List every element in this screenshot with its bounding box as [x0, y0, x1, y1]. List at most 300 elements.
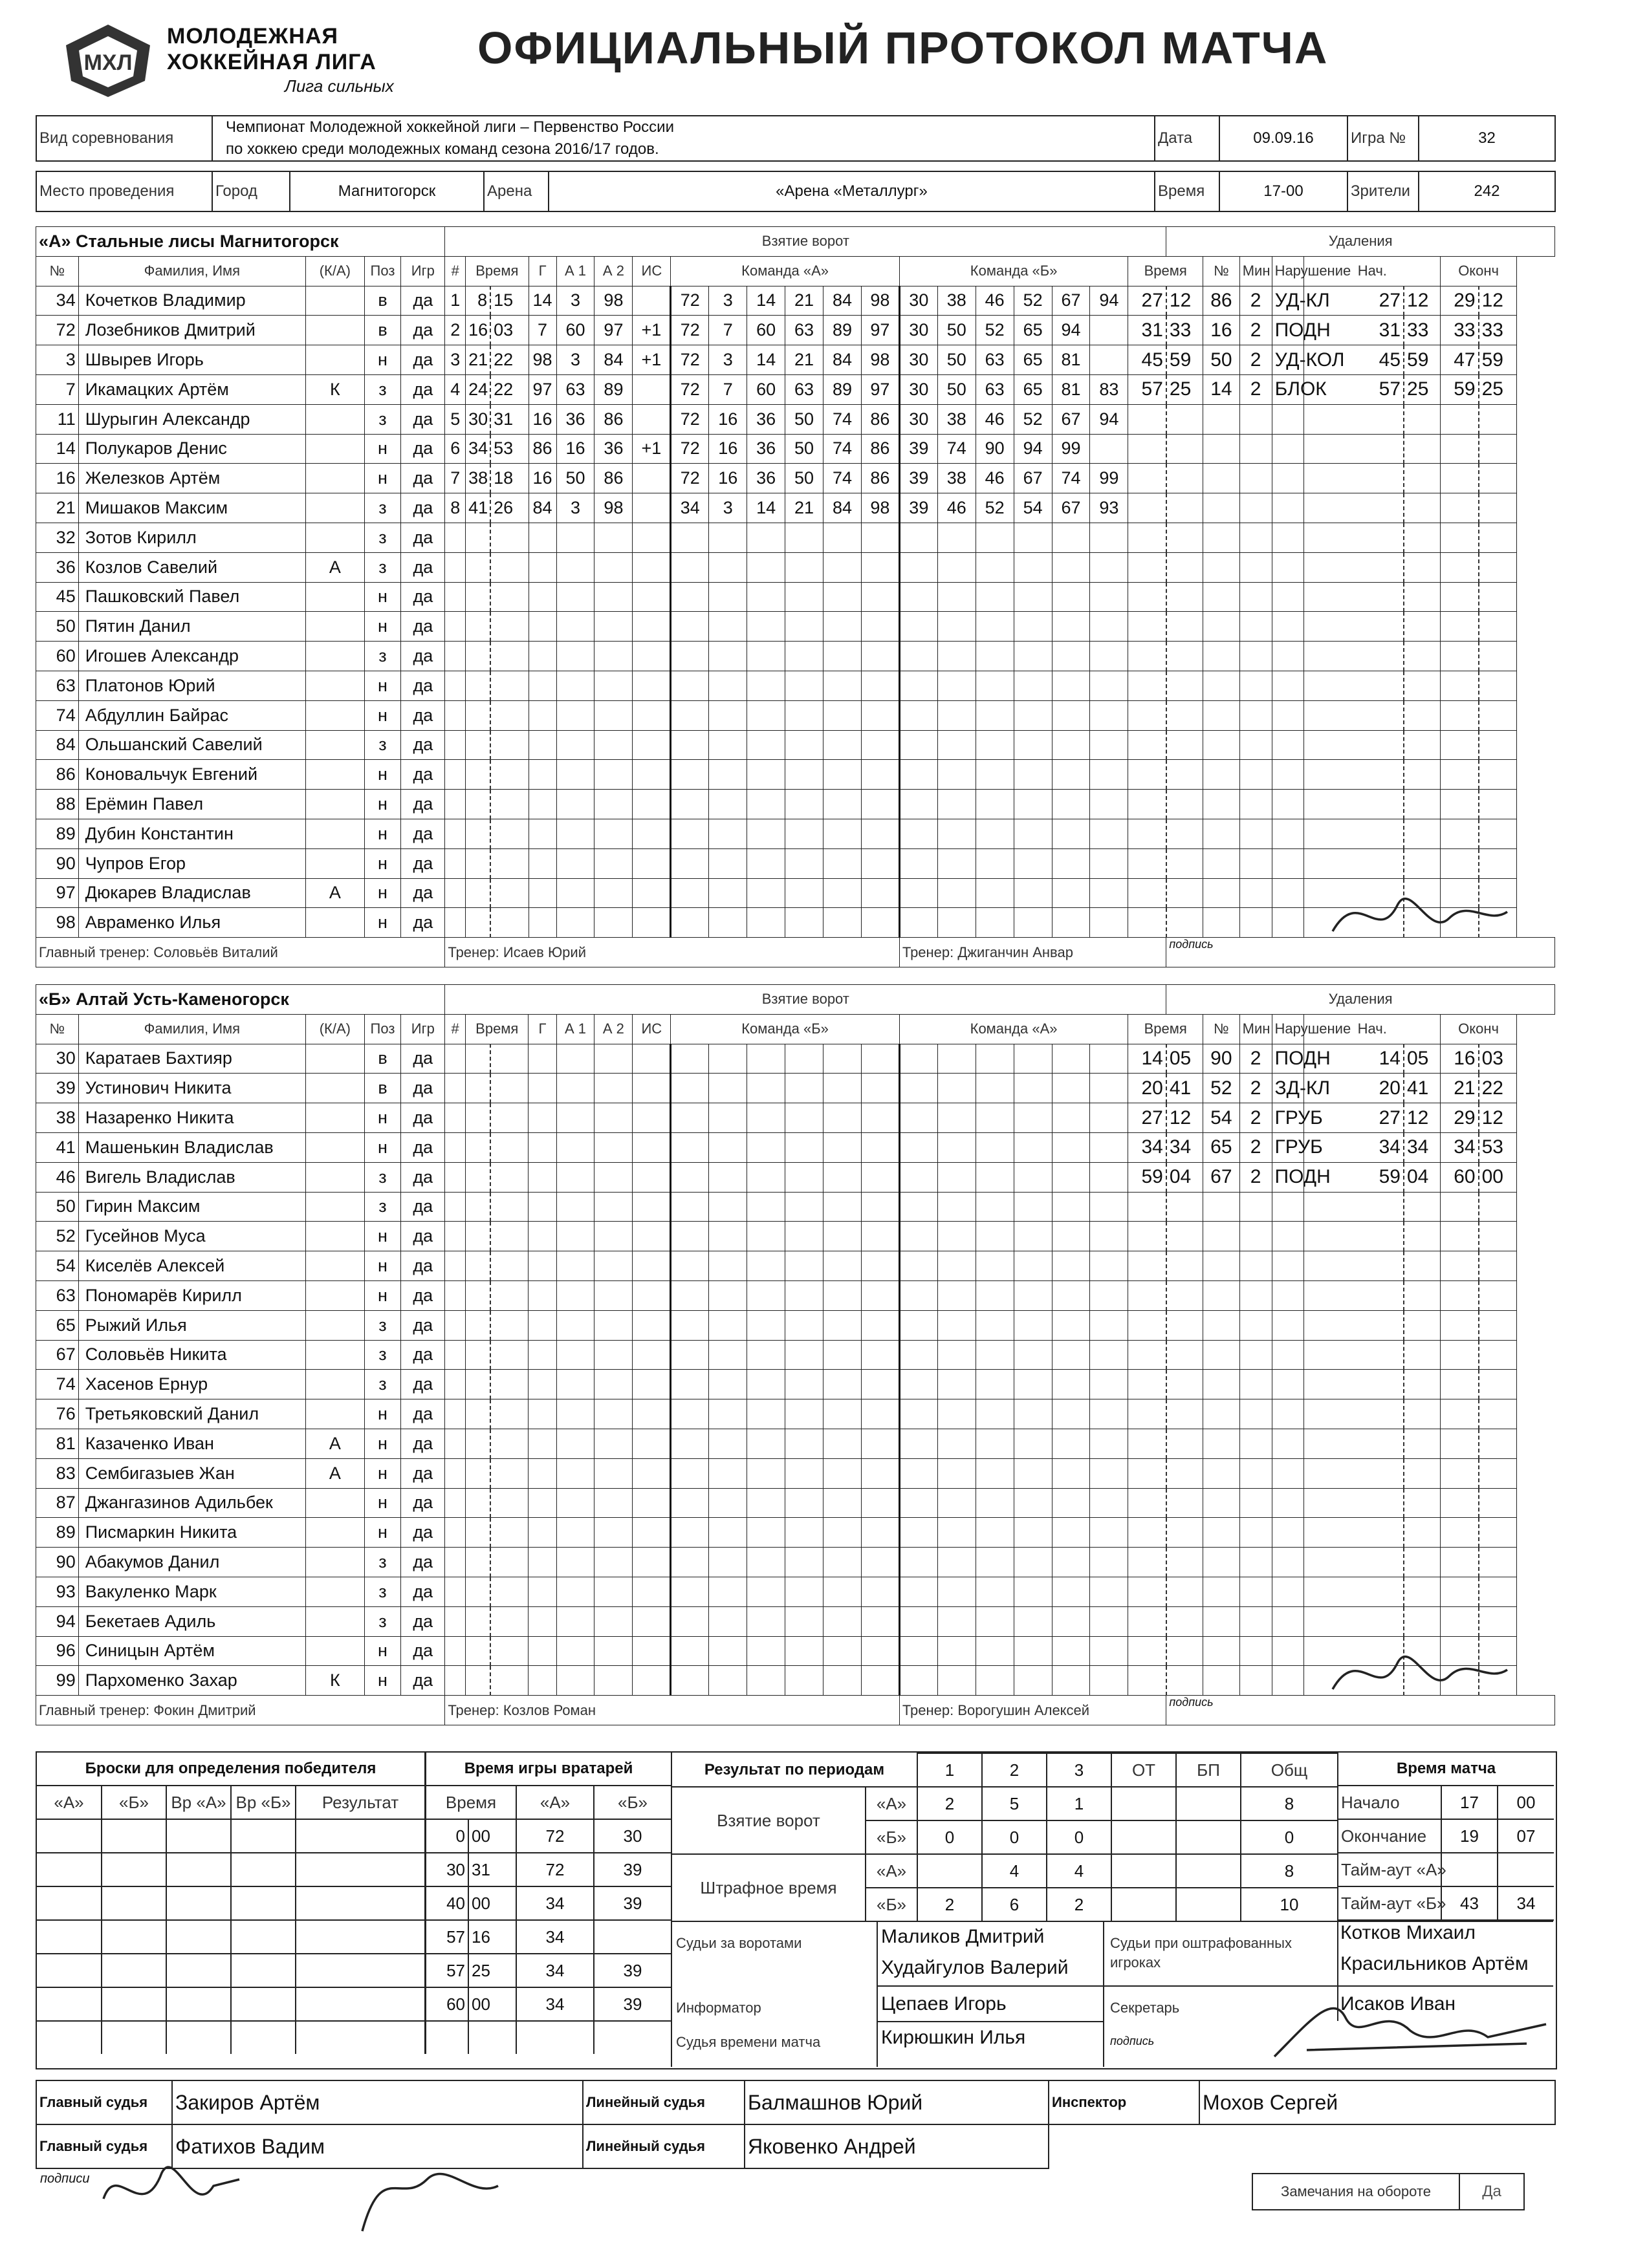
- onice-player: [1014, 1132, 1052, 1162]
- hdr-time: Время: [466, 256, 529, 286]
- goal-sec: [490, 760, 529, 790]
- pen-end-sec: [1479, 523, 1517, 552]
- goal-sec: 22: [490, 374, 529, 404]
- onice-player: [785, 1548, 823, 1577]
- onice-player: [747, 1192, 785, 1222]
- goal-scorer: [529, 1280, 556, 1310]
- onice-player: 63: [785, 374, 823, 404]
- hdr-own-team: Команда «А»: [671, 256, 900, 286]
- pen-minutes: 2: [1239, 1044, 1272, 1074]
- onice-player: [823, 790, 862, 819]
- goal-assist2: [594, 1222, 633, 1251]
- player-played: да: [401, 1548, 445, 1577]
- onice-player: [709, 1458, 747, 1488]
- pen-violation: [1272, 1488, 1304, 1518]
- player-position: з: [364, 1548, 401, 1577]
- goal-scorer: 84: [529, 493, 556, 523]
- onice-player: [937, 700, 976, 730]
- pen-minutes: [1239, 730, 1272, 760]
- goal-strength: [633, 374, 671, 404]
- onice-player: 67: [1014, 464, 1052, 493]
- pen-start-sec: [1404, 760, 1441, 790]
- pim-label: Штрафное время: [671, 1854, 866, 1921]
- onice-player: 86: [861, 404, 899, 434]
- onice-player: [1014, 1666, 1052, 1696]
- onice-player: 50: [785, 464, 823, 493]
- onice-player: [937, 1340, 976, 1370]
- goal-assist1: [556, 1548, 594, 1577]
- onice-player: [671, 552, 709, 582]
- gk-sec: 16: [468, 1920, 516, 1954]
- pen-violation: [1272, 612, 1304, 642]
- goal-strength: [633, 1132, 671, 1162]
- player-role: [306, 1488, 365, 1518]
- goal-sec: [490, 642, 529, 671]
- goal-strength: [633, 1636, 671, 1666]
- pen-min: [1128, 1192, 1166, 1222]
- onice-player: [899, 790, 937, 819]
- onice-player: 63: [785, 316, 823, 345]
- onice-player: [709, 878, 747, 908]
- player-role: [306, 1340, 365, 1370]
- goal-scorer: 97: [529, 374, 556, 404]
- arena: «Арена «Металлург»: [549, 171, 1155, 211]
- player-row: [36, 1103, 1555, 1133]
- onice-player: [899, 848, 937, 878]
- onice-player: [899, 582, 937, 612]
- onice-player: [899, 1606, 937, 1636]
- goal-min: [466, 1577, 491, 1606]
- onice-player: [1090, 1399, 1128, 1429]
- pen-start-min: 34: [1304, 1132, 1404, 1162]
- player-name: Вакуленко Марк: [78, 1577, 305, 1606]
- goal-min: [466, 1488, 491, 1518]
- pen-violation: [1272, 819, 1304, 848]
- goal-sec: [490, 1162, 529, 1192]
- pen-min: [1128, 523, 1166, 552]
- goal-min: [466, 1666, 491, 1696]
- player-played: да: [401, 1044, 445, 1074]
- pen-player: [1203, 1458, 1240, 1488]
- onice-player: 38: [937, 286, 976, 316]
- onice-player: [823, 1577, 861, 1606]
- pen-player: [1203, 819, 1240, 848]
- player-name: Устинович Никита: [78, 1074, 305, 1103]
- onice-player: [1052, 1222, 1090, 1251]
- goal-assist2: [594, 552, 633, 582]
- player-role: А: [306, 1429, 365, 1458]
- goal-number: 8: [445, 493, 466, 523]
- pen-violation: [1272, 700, 1304, 730]
- onice-player: [861, 1577, 899, 1606]
- pen-end-min: [1441, 612, 1479, 642]
- pen-sec: [1166, 493, 1203, 523]
- player-role: [306, 464, 365, 493]
- onice-player: 74: [1052, 464, 1090, 493]
- player-number: 50: [36, 1192, 79, 1222]
- pim-total-a: 8: [1241, 1854, 1338, 1888]
- goal-scorer: [529, 1577, 556, 1606]
- player-role: [306, 700, 365, 730]
- goal-assist1: [556, 1370, 594, 1399]
- onice-player: [823, 878, 862, 908]
- onice-player: 94: [1090, 286, 1128, 316]
- onice-player: 14: [747, 493, 785, 523]
- pen-violation: [1272, 1280, 1304, 1310]
- onice-player: 34: [671, 493, 709, 523]
- onice-player: 21: [785, 493, 823, 523]
- goal-number: [445, 1429, 466, 1458]
- pen-minutes: [1239, 464, 1272, 493]
- onice-player: 46: [976, 464, 1014, 493]
- pen-sec: 34: [1166, 1132, 1203, 1162]
- timeout-b-sec: 34: [1498, 1886, 1554, 1920]
- onice-player: [937, 1429, 976, 1458]
- goal-number: [445, 642, 466, 671]
- pen-start-sec: 04: [1404, 1162, 1441, 1192]
- goal-scorer: [529, 730, 556, 760]
- pen-sec: [1166, 612, 1203, 642]
- pen-violation: [1272, 848, 1304, 878]
- pen-sec: [1166, 730, 1203, 760]
- goal-number: [445, 1192, 466, 1222]
- onice-player: [1090, 552, 1128, 582]
- hdr-g: Г: [529, 1014, 556, 1044]
- onice-player: [1052, 700, 1090, 730]
- onice-player: [785, 582, 823, 612]
- onice-player: [1052, 552, 1090, 582]
- goal-assist2: [594, 1162, 633, 1192]
- player-role: [306, 1280, 365, 1310]
- player-name: Ерёмин Павел: [78, 790, 305, 819]
- player-position: н: [364, 819, 401, 848]
- onice-player: [937, 523, 976, 552]
- pen-min: [1128, 790, 1166, 819]
- onice-player: 46: [976, 286, 1014, 316]
- player-number: 60: [36, 642, 79, 671]
- goal-sec: 26: [490, 493, 529, 523]
- player-name: Каратаев Бахтияр: [78, 1044, 305, 1074]
- player-played: да: [401, 1251, 445, 1281]
- goal-scorer: [529, 700, 556, 730]
- pen-start-min: [1304, 434, 1404, 464]
- onice-player: [976, 1340, 1014, 1370]
- onice-player: [937, 1074, 976, 1103]
- onice-player: 94: [1052, 316, 1090, 345]
- hdr-a1: А 1: [556, 256, 594, 286]
- pen-violation: [1272, 464, 1304, 493]
- goal-sec: [490, 1370, 529, 1399]
- player-role: [306, 523, 365, 552]
- game-number: 32: [1419, 116, 1555, 161]
- start-time: 17-00: [1219, 171, 1347, 211]
- onice-player: [1052, 612, 1090, 642]
- onice-player: [1014, 819, 1052, 848]
- goal-sec: [490, 552, 529, 582]
- onice-player: 50: [785, 434, 823, 464]
- player-position: н: [364, 1280, 401, 1310]
- goal-strength: [633, 552, 671, 582]
- start-label: Начало: [1338, 1786, 1441, 1819]
- player-played: да: [401, 878, 445, 908]
- pen-min: [1128, 1251, 1166, 1281]
- pim-cell: 2: [917, 1888, 982, 1921]
- pen-player: [1203, 434, 1240, 464]
- player-name: Пархоменко Захар: [78, 1666, 305, 1696]
- player-name: Железков Артём: [78, 464, 305, 493]
- pen-violation: [1272, 1222, 1304, 1251]
- onice-player: [861, 1636, 899, 1666]
- goal-assist1: 16: [556, 434, 594, 464]
- ref1-label: Главный судья: [36, 2080, 172, 2124]
- onice-player: [747, 1577, 785, 1606]
- onice-player: [1090, 671, 1128, 700]
- onice-player: [709, 1162, 747, 1192]
- period-1: 1: [917, 1753, 982, 1787]
- onice-player: [823, 1606, 861, 1636]
- linesman-2: Яковенко Андрей: [745, 2124, 1049, 2168]
- pen-minutes: [1239, 1548, 1272, 1577]
- pen-min: [1128, 552, 1166, 582]
- head-coach: Главный тренер: Соловьёв Виталий: [36, 938, 445, 967]
- onice-player: [671, 1577, 709, 1606]
- overtime: ОТ: [1111, 1753, 1176, 1787]
- pen-violation: [1272, 760, 1304, 790]
- pen-end-min: [1441, 552, 1479, 582]
- onice-player: 94: [1014, 434, 1052, 464]
- pen-sec: [1166, 760, 1203, 790]
- goal-sec: [490, 1636, 529, 1666]
- pen-start-min: [1304, 642, 1404, 671]
- onice-player: [861, 1340, 899, 1370]
- player-row: [36, 1251, 1555, 1281]
- onice-player: [1014, 908, 1052, 938]
- player-name: Дубин Константин: [78, 819, 305, 848]
- onice-player: [899, 1340, 937, 1370]
- pen-player: [1203, 464, 1240, 493]
- remarks-value: Да: [1459, 2174, 1524, 2210]
- pen-minutes: [1239, 700, 1272, 730]
- pen-end-min: [1441, 700, 1479, 730]
- player-played: да: [401, 1518, 445, 1548]
- pen-end-min: 29: [1441, 286, 1479, 316]
- pen-start-sec: 12: [1404, 1103, 1441, 1133]
- onice-player: [1090, 1606, 1128, 1636]
- player-role: А: [306, 552, 365, 582]
- goal-strength: [633, 286, 671, 316]
- player-played: да: [401, 1488, 445, 1518]
- goal-assist1: [556, 1518, 594, 1548]
- onice-player: [671, 1074, 709, 1103]
- onice-player: [747, 1488, 785, 1518]
- goal-number: [445, 1222, 466, 1251]
- onice-player: [1052, 1103, 1090, 1133]
- onice-player: [823, 1636, 861, 1666]
- pen-minutes: [1239, 1429, 1272, 1458]
- onice-player: [785, 1192, 823, 1222]
- goal-strength: [633, 582, 671, 612]
- onice-player: [1090, 1251, 1128, 1281]
- onice-player: [785, 1280, 823, 1310]
- onice-player: [1052, 848, 1090, 878]
- hdr-hash: #: [445, 256, 466, 286]
- player-role: [306, 612, 365, 642]
- pen-start-sec: [1404, 1192, 1441, 1222]
- player-role: [306, 1606, 365, 1636]
- onice-player: [1090, 1162, 1128, 1192]
- pen-sec: 05: [1166, 1044, 1203, 1074]
- goal-assist2: [594, 1103, 633, 1133]
- pen-end-sec: [1479, 1577, 1517, 1606]
- pen-player: 65: [1203, 1132, 1240, 1162]
- pen-player: [1203, 1251, 1240, 1281]
- onice-player: [1014, 671, 1052, 700]
- onice-player: [709, 1251, 747, 1281]
- goal-scorer: 16: [529, 404, 556, 434]
- onice-player: [1052, 1280, 1090, 1310]
- pen-minutes: 2: [1239, 316, 1272, 345]
- gk-time-label: Время: [426, 1786, 516, 1819]
- pen-min: [1128, 1606, 1166, 1636]
- onice-player: 84: [823, 286, 862, 316]
- goal-strength: [633, 1666, 671, 1696]
- player-number: 97: [36, 878, 79, 908]
- onice-player: [899, 730, 937, 760]
- goal-assist1: [556, 1162, 594, 1192]
- goal-assist1: [556, 642, 594, 671]
- onice-player: [976, 1162, 1014, 1192]
- player-name: Абдуллин Байрас: [78, 700, 305, 730]
- onice-player: 67: [1052, 286, 1090, 316]
- onice-player: 16: [709, 464, 747, 493]
- player-row: [36, 1074, 1555, 1103]
- pen-start-min: 14: [1304, 1044, 1404, 1074]
- player-played: да: [401, 819, 445, 848]
- goals-title: Взятие ворот: [445, 227, 1166, 257]
- pen-minutes: 2: [1239, 1162, 1272, 1192]
- pen-start-min: [1304, 700, 1404, 730]
- onice-player: [1014, 1577, 1052, 1606]
- onice-player: [1052, 878, 1090, 908]
- pen-violation: ГРУБ: [1272, 1132, 1304, 1162]
- onice-player: [861, 700, 899, 730]
- pen-end-sec: 33: [1479, 316, 1517, 345]
- player-played: да: [401, 790, 445, 819]
- onice-player: 3: [709, 286, 747, 316]
- pen-player: 16: [1203, 316, 1240, 345]
- goal-number: [445, 1044, 466, 1074]
- onice-player: [1090, 908, 1128, 938]
- player-row: [36, 1548, 1555, 1577]
- onice-player: [861, 612, 899, 642]
- pen-player: [1203, 878, 1240, 908]
- goal-number: [445, 760, 466, 790]
- pen-player: [1203, 1666, 1240, 1696]
- onice-player: [747, 1606, 785, 1636]
- goal-judges-label: Судьи за воротами: [676, 1935, 802, 1951]
- goal-sec: [490, 1044, 529, 1074]
- player-role: [306, 760, 365, 790]
- player-role: [306, 286, 365, 316]
- pen-minutes: [1239, 582, 1272, 612]
- player-position: н: [364, 582, 401, 612]
- goal-min: [466, 1074, 491, 1103]
- onice-player: [1014, 1310, 1052, 1340]
- onice-player: [1090, 1577, 1128, 1606]
- pen-player: [1203, 1370, 1240, 1399]
- player-number: 87: [36, 1488, 79, 1518]
- onice-player: [709, 1192, 747, 1222]
- goal-number: [445, 1074, 466, 1103]
- onice-player: 54: [1014, 493, 1052, 523]
- onice-player: [861, 1488, 899, 1518]
- onice-player: [1052, 1132, 1090, 1162]
- hdr-pen-viol: Нарушение: [1272, 256, 1304, 286]
- hdr-pen-min: Мин: [1239, 1014, 1272, 1044]
- onice-player: [976, 1222, 1014, 1251]
- player-position: з: [364, 730, 401, 760]
- player-row: [36, 1577, 1555, 1606]
- goal-sec: [490, 730, 529, 760]
- onice-player: 83: [1090, 374, 1128, 404]
- player-played: да: [401, 642, 445, 671]
- hdr-is: ИС: [633, 256, 671, 286]
- onice-player: [1052, 730, 1090, 760]
- pen-violation: ПОДН: [1272, 1044, 1304, 1074]
- goal-number: 7: [445, 464, 466, 493]
- pen-end-sec: [1479, 790, 1517, 819]
- goal-sec: [490, 1310, 529, 1340]
- pen-sec: [1166, 1222, 1203, 1251]
- onice-player: [785, 1577, 823, 1606]
- hdr-own-team: Команда «Б»: [671, 1014, 900, 1044]
- so-result: Результат: [296, 1786, 425, 1819]
- goal-number: [445, 1162, 466, 1192]
- pen-player: [1203, 493, 1240, 523]
- player-role: [306, 404, 365, 434]
- team-a-tag: «А»: [866, 1854, 917, 1888]
- pen-player: [1203, 1310, 1240, 1340]
- goal-strength: [633, 1044, 671, 1074]
- onice-player: [976, 642, 1014, 671]
- secretary: Исаков Иван: [1340, 1993, 1456, 2014]
- onice-player: [899, 1577, 937, 1606]
- match-time: [1337, 1753, 1554, 1921]
- goal-assist1: [556, 612, 594, 642]
- pen-violation: [1272, 878, 1304, 908]
- onice-player: [937, 1251, 976, 1281]
- goal-scorer: 7: [529, 316, 556, 345]
- city-label: Город: [212, 171, 290, 211]
- onice-player: [861, 1192, 899, 1222]
- pen-end-sec: [1479, 642, 1517, 671]
- pen-end-min: [1441, 671, 1479, 700]
- goal-assist1: [556, 1251, 594, 1281]
- pen-min: [1128, 582, 1166, 612]
- player-row: [36, 434, 1555, 464]
- player-position: з: [364, 552, 401, 582]
- pen-end-min: [1441, 1340, 1479, 1370]
- player-position: в: [364, 316, 401, 345]
- pen-end-min: 21: [1441, 1074, 1479, 1103]
- gk-b: 30: [594, 1819, 671, 1853]
- onice-player: [937, 671, 976, 700]
- onice-player: [709, 1222, 747, 1251]
- informer: Цепаев Игорь: [881, 1993, 1007, 2014]
- onice-player: [937, 1132, 976, 1162]
- pen-end-sec: [1479, 464, 1517, 493]
- gk-a: 34: [516, 1954, 594, 1987]
